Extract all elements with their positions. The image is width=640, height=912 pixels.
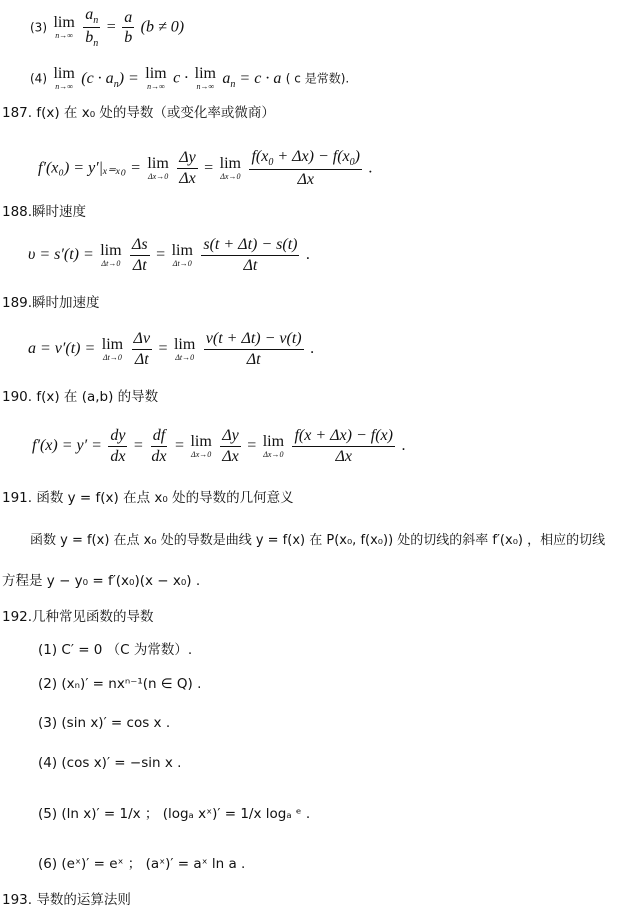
derivative-item-4: (4) (cos x)′ = −sin x . (38, 755, 182, 771)
section-191-title: 191. 函数 y = f(x) 在点 x₀ 处的导数的几何意义 (2, 490, 294, 506)
formula-left: a = v′(t) = (28, 340, 96, 358)
fraction: $\frac{f(x_0 + \Delta x) - f(x_0)}{\Delta x}$ (251, 148, 360, 189)
fraction: $\frac{f(x + \Delta x) - f(x)}{\Delta x}$ (294, 427, 393, 465)
section-191-paragraph-2: 方程是 y − y₀ = f′(x₀)(x − x₀) . (2, 573, 201, 589)
section-187-title: 187. f(x) 在 x₀ 处的导数（或变化率或微商） (2, 105, 275, 121)
rule-3-label: (3) (30, 20, 47, 35)
fraction: $\frac{\Delta y}{\Delta x}$ (222, 427, 239, 465)
lim-operator: lim Δx→0 (190, 432, 212, 459)
fraction: $\frac{\Delta s}{\Delta t}$ (132, 236, 148, 274)
formula-end: . (305, 246, 310, 264)
fraction: $\frac{v(t + \Delta t) - v(t)}{\Delta t}$ (205, 330, 302, 368)
rule-3-formula: (3) lim n→∞ $\frac{a_n}{b_n}$ = $\frac{a}{b}$ (b ≠ 0) (30, 6, 185, 50)
lim-operator: lim Δt→0 (101, 335, 124, 362)
section-192-title: 192.几种常见函数的导数 (2, 609, 154, 625)
lim-operator: lim Δx→0 (262, 432, 285, 459)
section-189-title: 189.瞬时加速度 (2, 295, 100, 311)
rule-4-note: ( c 是常数). (285, 71, 350, 86)
section-190-title: 190. f(x) 在 (a,b) 的导数 (2, 389, 159, 405)
fraction: $\frac{a}{b}$ (124, 8, 133, 47)
fraction: $\frac{dy}{dx}$ (110, 427, 126, 465)
section-189-formula: a = v′(t) = lim Δt→0 $\frac{\Delta v}{\Delta t}$ = lim Δt→0 $\frac{v(t + \Delta t) - v(t)}{\Delta t}$ . (28, 330, 315, 368)
rule-4-label: (4) (30, 71, 47, 86)
formula-left: υ = s′(t) = (28, 246, 94, 264)
fraction: $\frac{\Delta v}{\Delta t}$ (133, 330, 151, 368)
formula-end: . (310, 340, 315, 358)
derivative-item-5: (5) (ln x)′ = 1/x ； (logₐ xˣ)′ = 1/x logₐ ᵉ . (38, 806, 311, 822)
lim-operator: lim Δt→0 (171, 241, 193, 268)
rule-3-condition: (b ≠ 0) (140, 18, 185, 36)
section-187-formula: f′(x₀) = y′|ₓ₌ₓ₀ = lim Δx→0 $\frac{\Delta y}{\Delta x}$ = lim Δx→0 $\frac{f(x_0 + \Delta x) - f(x_0)}{\Delta x}$ . (38, 148, 373, 189)
rule-4-formula: (4) lim n→∞ $(c \cdot a_n)$ = lim n→∞ c · lim n→∞ $a_n = c \cdot a$ ( c 是常数). (30, 65, 350, 91)
derivative-item-3: (3) (sin x)′ = cos x . (38, 715, 171, 731)
formula-left: f′(x) = y′ = (32, 437, 102, 455)
formula-left: f′(x₀) = y′|ₓ₌ₓ₀ = (38, 159, 141, 177)
section-193-title: 193. 导数的运算法则 (2, 892, 131, 908)
fraction: $\frac{df}{dx}$ (151, 427, 167, 465)
formula-end: . (368, 159, 373, 177)
formula-end: . (401, 437, 406, 455)
section-190-formula: f′(x) = y′ = $\frac{dy}{dx}$ = $\frac{df}{dx}$ = lim Δx→0 $\frac{\Delta y}{\Delta x}$ = lim Δx→0 $\frac{f(x + \Delta x) - f(x)}{\Delta x}$ . (32, 427, 406, 465)
fraction: $\frac{a_n}{b_n}$ (85, 6, 99, 50)
derivative-item-1: (1) C′ = 0 （C 为常数）. (38, 642, 193, 658)
lim-operator: lim Δt→0 (100, 241, 122, 268)
lim-operator: lim Δx→0 (147, 154, 169, 181)
section-191-paragraph-1: 函数 y = f(x) 在点 x₀ 处的导数是曲线 y = f(x) 在 P(x₀, f(x₀)) 处的切线的斜率 f′(x₀) ，相应的切线 (30, 533, 606, 548)
section-188-title: 188.瞬时速度 (2, 204, 87, 220)
lim-operator: lim n→∞ (145, 65, 167, 91)
derivative-item-6: (6) (eˣ)′ = eˣ ； (aˣ)′ = aˣ ln a . (38, 856, 246, 872)
lim-operator: lim n→∞ (53, 65, 75, 91)
derivative-item-2: (2) (xₙ)′ = nxⁿ⁻¹(n ∈ Q) . (38, 676, 202, 692)
fraction: $\frac{\Delta y}{\Delta x}$ (179, 149, 196, 187)
lim-operator: lim n→∞ (194, 65, 216, 91)
section-188-formula: υ = s′(t) = lim Δt→0 $\frac{\Delta s}{\Delta t}$ = lim Δt→0 $\frac{s(t + \Delta t) - s(t)}{\Delta t}$ . (28, 236, 310, 274)
lim-operator: lim n→∞ (53, 14, 75, 41)
fraction: $\frac{s(t + \Delta t) - s(t)}{\Delta t}$ (203, 236, 298, 274)
lim-operator: lim Δt→0 (173, 335, 196, 362)
lim-operator: lim Δx→0 (219, 154, 241, 181)
